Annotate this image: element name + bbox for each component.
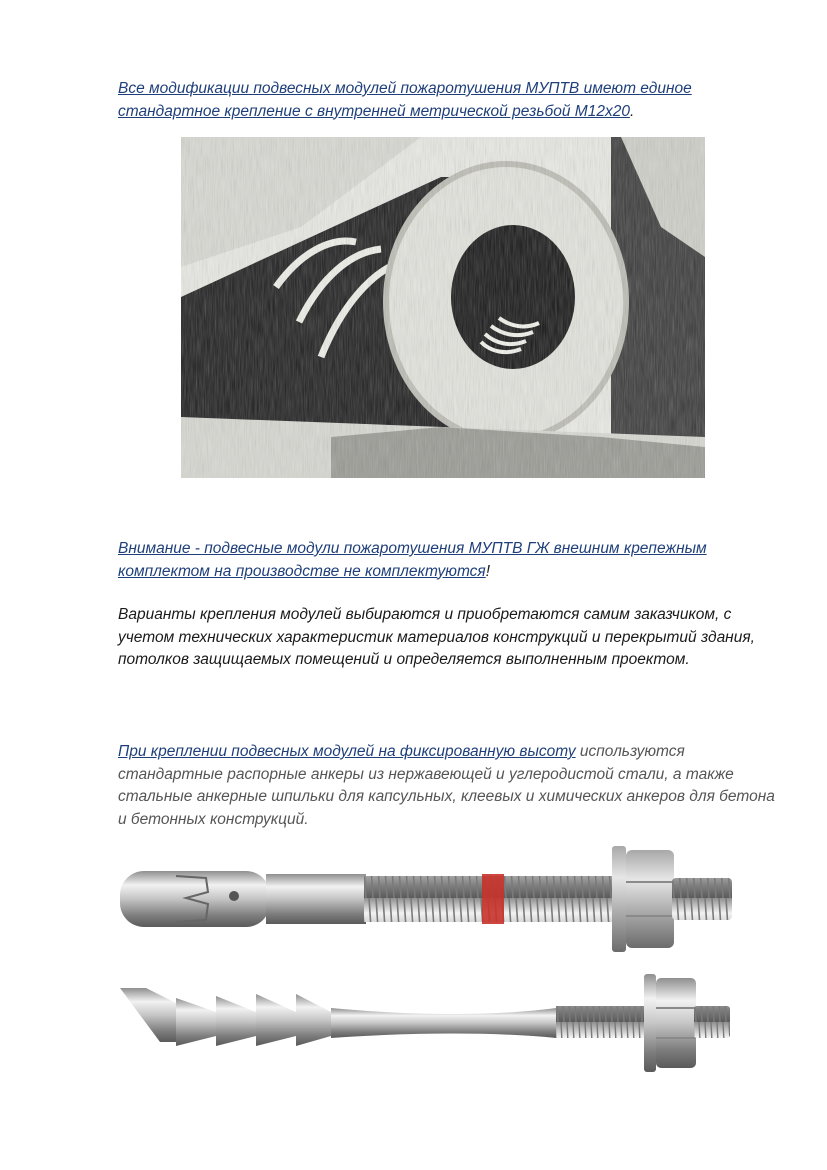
warning-tail: !: [485, 562, 491, 580]
threaded-socket-photo: [181, 137, 705, 478]
intro-tail: .: [629, 102, 635, 120]
fixed-height-text: используются стандартные распорные анкеры из нержавеющей и углеродистой стали, а также стальные анкерные шпильки для капсульных, клеевых и химических анкеров для бетона и бетонных конструкций.: [118, 743, 775, 828]
screw-anchor-photo: [116, 962, 738, 1082]
warning-paragraph: [118, 538, 778, 583]
mounting-options-paragraph: Варианты крепления модулей выбираются и приобретаются самим заказчиком, с учетом технических характеристик материалов конструкций и перекрытий здания, потолков защищаемых помещений и определяется выполненным проектом.: [118, 606, 755, 668]
intro-paragraph: [118, 78, 778, 123]
warning-link[interactable]: Внимание - подвесные модули пожаротушения МУПТВ ГЖ внешним крепежным комплектом на производстве не комплектуются: [118, 540, 707, 580]
fixed-height-link[interactable]: При креплении подвесных модулей на фиксированную высоту: [118, 743, 576, 760]
fixed-height-paragraph: [118, 741, 778, 831]
wedge-anchor-photo: [116, 838, 738, 958]
intro-link[interactable]: Все модификации подвесных модулей пожаротушения МУПТВ имеют единое стандартное крепление с внутренней метрической резьбой М12х20: [118, 80, 692, 120]
